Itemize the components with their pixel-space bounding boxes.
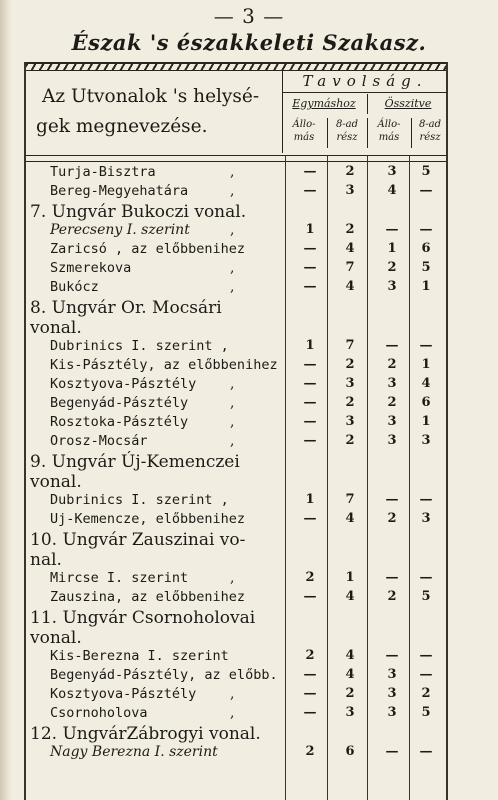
header-divider xyxy=(26,155,446,162)
distance-c1: — xyxy=(303,241,317,256)
table-border-left xyxy=(24,62,26,800)
distance-c3: 2 xyxy=(387,395,397,410)
distance-c4: 1 xyxy=(421,279,431,294)
distance-c3: 3 xyxy=(387,433,397,448)
distance-c2: 1 xyxy=(345,570,355,585)
table-row xyxy=(30,395,448,414)
comma: , xyxy=(230,164,235,180)
distance-c3: 3 xyxy=(387,667,397,682)
place-name: nal. xyxy=(30,550,62,570)
distance-c3: 3 xyxy=(387,279,397,294)
place-name: 11. Ungvár Csornoholovai xyxy=(30,608,256,628)
header-tavolsag: Tavolság. xyxy=(283,70,447,93)
place-name: Uj-Kemencze, előbbenihez xyxy=(50,511,246,527)
header-osszitve: Összitve xyxy=(367,94,448,114)
distance-c2: 4 xyxy=(345,667,355,682)
table-row xyxy=(30,492,448,511)
place-name: Kis-Berezna I. szerint xyxy=(50,648,229,664)
distance-c2: 2 xyxy=(345,164,355,179)
place-name: Dubrinics I. szerint , xyxy=(50,338,229,354)
distance-c3: 4 xyxy=(387,183,397,198)
distance-c1: — xyxy=(303,395,317,410)
distance-c4: — xyxy=(419,667,433,682)
distance-c2: 4 xyxy=(345,511,355,526)
comma: , xyxy=(230,686,235,702)
distance-c2: 3 xyxy=(345,414,355,429)
table-row xyxy=(30,570,448,589)
header-allomas-2: Állo-más xyxy=(367,118,410,148)
table-row xyxy=(30,667,448,686)
place-name: Nagy Berezna I. szerint xyxy=(50,744,218,760)
distance-c3: 1 xyxy=(387,241,397,256)
place-name: Perecseny I. szerint xyxy=(50,222,190,238)
distance-c2: 7 xyxy=(345,492,355,507)
place-name: Zaricsó , az előbbenihez xyxy=(50,241,246,257)
distance-c4: 5 xyxy=(421,589,431,604)
distance-c2: 7 xyxy=(345,338,355,353)
distance-c2: 2 xyxy=(345,686,355,701)
table-row xyxy=(30,279,448,298)
table-row xyxy=(30,357,448,376)
distance-c1: — xyxy=(303,164,317,179)
distance-c3: — xyxy=(385,222,399,237)
place-name: Begenyád-Pásztély, az előbb. xyxy=(50,667,278,683)
distance-c4: — xyxy=(419,222,433,237)
distance-c2: 6 xyxy=(345,744,355,759)
distance-c2: 4 xyxy=(345,648,355,663)
place-name: Begenyád-Pásztély xyxy=(50,395,189,411)
distance-c1: 2 xyxy=(305,744,315,759)
distance-c1: 1 xyxy=(305,492,315,507)
place-name: Bukócz xyxy=(50,279,99,295)
route-heading xyxy=(30,452,448,472)
place-name: 8. Ungvár Or. Mocsári xyxy=(30,298,222,318)
route-heading xyxy=(30,202,448,222)
distance-c2: 4 xyxy=(345,589,355,604)
distance-c2: 4 xyxy=(345,241,355,256)
distance-c4: — xyxy=(419,183,433,198)
place-name: Kosztyova-Pásztély xyxy=(50,686,197,702)
page-binding-edge xyxy=(0,0,12,800)
route-heading-continued xyxy=(30,472,448,492)
distance-c1: 1 xyxy=(305,222,315,237)
comma: , xyxy=(230,395,235,411)
table-row xyxy=(30,589,448,608)
distance-c1: 2 xyxy=(305,570,315,585)
route-heading-continued xyxy=(30,318,448,338)
table-row xyxy=(30,164,448,183)
distance-c3: 3 xyxy=(387,686,397,701)
comma: , xyxy=(230,433,235,449)
distance-c3: 2 xyxy=(387,260,397,275)
distance-c3: 3 xyxy=(387,376,397,391)
distance-c2: 2 xyxy=(345,433,355,448)
distance-c3: 3 xyxy=(387,414,397,429)
place-name: Rosztoka-Pásztély xyxy=(50,414,189,430)
table-row xyxy=(30,511,448,530)
distance-c4: — xyxy=(419,492,433,507)
distance-c4: 5 xyxy=(421,164,431,179)
table-row xyxy=(30,183,448,202)
table-row xyxy=(30,376,448,395)
distance-c4: — xyxy=(419,570,433,585)
table-row xyxy=(30,241,448,260)
distance-c3: 3 xyxy=(387,705,397,720)
comma: , xyxy=(230,705,235,721)
table-row xyxy=(30,222,448,241)
distance-c3: 2 xyxy=(387,357,397,372)
distance-c1: — xyxy=(303,589,317,604)
distance-c2: 4 xyxy=(345,279,355,294)
distance-c2: 2 xyxy=(345,395,355,410)
distance-c3: — xyxy=(385,570,399,585)
place-name: Bereg-Megyehatára xyxy=(50,183,189,199)
place-name: Orosz-Mocsár xyxy=(50,433,148,449)
place-name: 10. Ungvár Zauszinai vo- xyxy=(30,530,246,550)
header-distance-box xyxy=(282,70,447,153)
table-row xyxy=(30,744,448,763)
distance-c3: 2 xyxy=(387,589,397,604)
header-allomas-1: Állo-más xyxy=(292,119,316,143)
route-heading xyxy=(30,530,448,550)
distance-c3: — xyxy=(385,744,399,759)
distance-c3: — xyxy=(385,648,399,663)
comma: , xyxy=(230,414,235,430)
table-row xyxy=(30,260,448,279)
distance-c1: — xyxy=(303,357,317,372)
distance-c3: — xyxy=(385,338,399,353)
route-heading xyxy=(30,724,448,744)
distance-c1: — xyxy=(303,260,317,275)
place-name: Kosztyova-Pásztély xyxy=(50,376,197,392)
distance-c4: 5 xyxy=(421,705,431,720)
distance-c4: 3 xyxy=(421,511,431,526)
distance-c4: 3 xyxy=(421,433,431,448)
table-row xyxy=(30,705,448,724)
route-heading-continued xyxy=(30,628,448,648)
comma: , xyxy=(230,279,235,295)
distance-c4: — xyxy=(419,338,433,353)
distance-c1: — xyxy=(303,667,317,682)
comma: , xyxy=(230,260,235,276)
place-name: 12. UngvárZábrogyi vonal. xyxy=(30,724,261,744)
place-name: 9. Ungvár Új-Kemenczei xyxy=(30,452,240,472)
header-route-names: Az Utvonalok 's helysé-gek megnevezése. xyxy=(36,86,260,137)
header-egymashoz: Egymáshoz xyxy=(292,97,356,110)
place-name: Zauszina, az előbbenihez xyxy=(50,589,246,605)
distance-c4: 1 xyxy=(421,414,431,429)
distance-c3: — xyxy=(385,492,399,507)
distance-c1: 1 xyxy=(305,338,315,353)
place-name: Mircse I. szerint xyxy=(50,570,189,586)
distance-c4: 1 xyxy=(421,357,431,372)
route-table xyxy=(30,164,448,763)
distance-c1: — xyxy=(303,376,317,391)
place-name: Dubrinics I. szerint , xyxy=(50,492,229,508)
table-row xyxy=(30,338,448,357)
place-name: vonal. xyxy=(30,472,82,492)
place-name: Szmerekova xyxy=(50,260,132,276)
table-row xyxy=(30,648,448,667)
distance-c4: 5 xyxy=(421,260,431,275)
distance-c2: 3 xyxy=(345,705,355,720)
distance-c4: — xyxy=(419,648,433,663)
distance-c3: 3 xyxy=(387,164,397,179)
place-name: vonal. xyxy=(30,318,82,338)
table-row xyxy=(30,414,448,433)
distance-c2: 2 xyxy=(345,222,355,237)
distance-c3: 2 xyxy=(387,511,397,526)
distance-c1: — xyxy=(303,686,317,701)
distance-c4: 6 xyxy=(421,241,431,256)
page-number: — 3 — xyxy=(213,4,285,28)
distance-c1: — xyxy=(303,705,317,720)
distance-c4: 2 xyxy=(421,686,431,701)
table-row xyxy=(30,433,448,452)
place-name: Csornoholova xyxy=(50,705,148,721)
distance-c2: 2 xyxy=(345,357,355,372)
distance-c1: — xyxy=(303,414,317,429)
distance-c2: 7 xyxy=(345,260,355,275)
distance-c4: 4 xyxy=(421,376,431,391)
distance-c4: 6 xyxy=(421,395,431,410)
distance-c1: 2 xyxy=(305,648,315,663)
page-title: Észak 's északkeleti Szakasz. xyxy=(71,30,427,55)
comma: , xyxy=(230,376,235,392)
place-name: Turja-Bisztra xyxy=(50,164,156,180)
header-nyolcad-2: 8-ad rész xyxy=(411,118,448,148)
place-name: vonal. xyxy=(30,628,82,648)
distance-c1: — xyxy=(303,433,317,448)
distance-c4: — xyxy=(419,744,433,759)
table-row xyxy=(30,686,448,705)
distance-c2: 3 xyxy=(345,183,355,198)
route-heading-continued xyxy=(30,550,448,570)
comma: , xyxy=(230,183,235,199)
distance-c1: — xyxy=(303,511,317,526)
comma: , xyxy=(230,570,235,586)
place-name: 7. Ungvár Bukoczi vonal. xyxy=(30,202,247,222)
distance-c2: 3 xyxy=(345,376,355,391)
route-heading xyxy=(30,298,448,318)
comma: , xyxy=(230,222,235,238)
header-nyolcad-1: 8-ad rész xyxy=(327,118,366,148)
place-name: Kis-Pásztély, az előbbenihez xyxy=(50,357,278,373)
route-heading xyxy=(30,608,448,628)
distance-c1: — xyxy=(303,183,317,198)
distance-c1: — xyxy=(303,279,317,294)
